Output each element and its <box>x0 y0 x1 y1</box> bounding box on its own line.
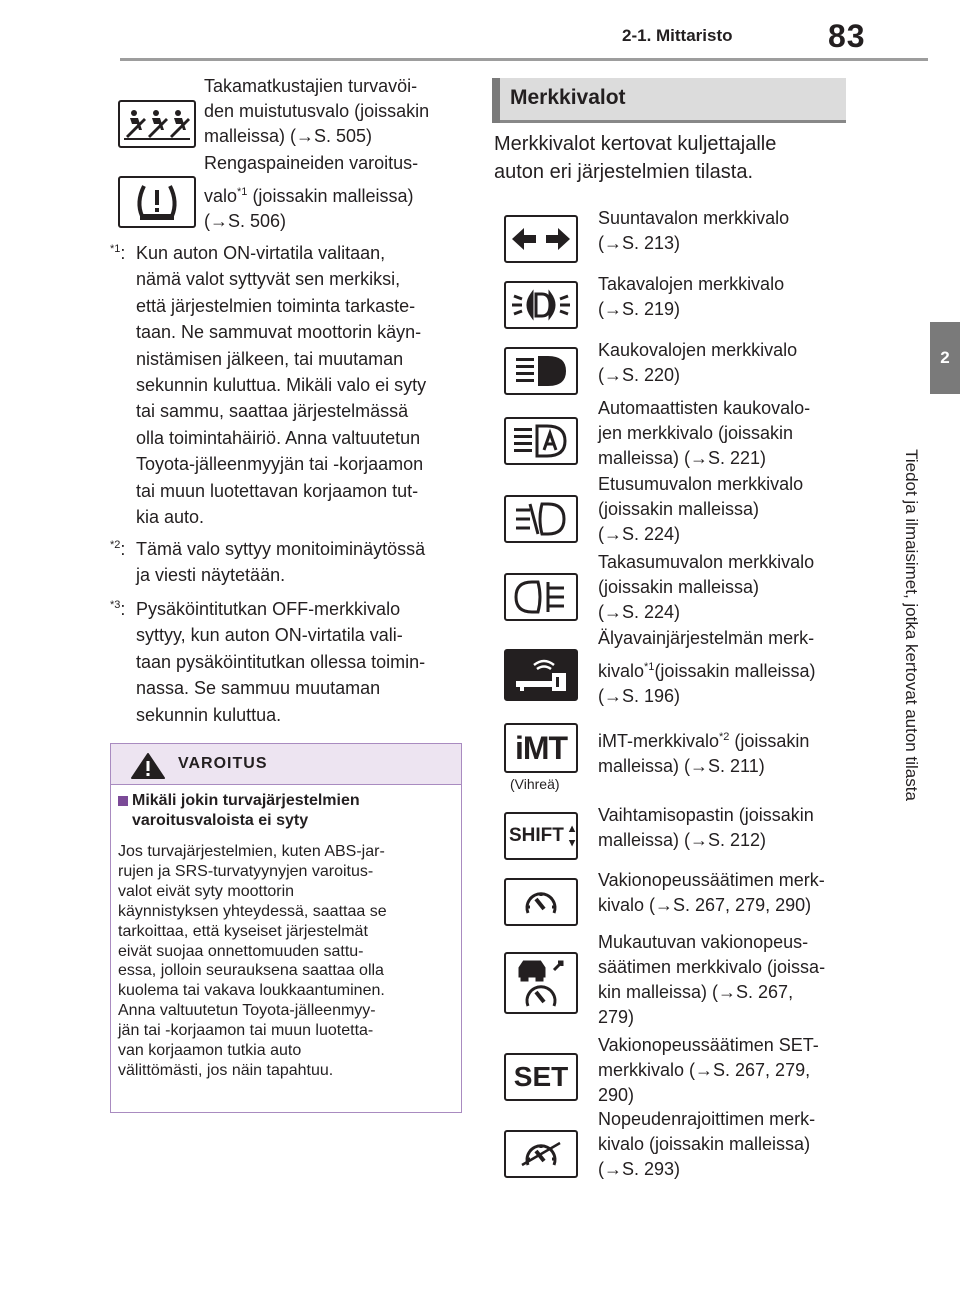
text-line: 279) <box>598 1007 635 1027</box>
footnote-lead: $^{*2}$: <box>110 539 126 559</box>
footnote-1 <box>110 240 470 530</box>
text-line: malleissa) (→S. 212) <box>598 830 767 850</box>
footnote-mark: *1 <box>644 661 655 673</box>
text-line: (→S. 224) <box>598 524 681 544</box>
text-line: syttyy, kun auton ON-virtatila vali- <box>136 625 403 646</box>
text-line: (joissakin malleissa) <box>598 577 760 597</box>
text-line: malleissa) (→S. 505) <box>204 126 373 146</box>
text-line: Anna valtuutetun Toyota-jälleenmyy- <box>118 1002 376 1020</box>
footnote-mark: *1 <box>110 243 121 255</box>
text-part: valo <box>204 186 238 206</box>
page-number: 83 <box>828 18 866 54</box>
warning-triangle-icon <box>130 752 166 785</box>
auto-high-beam-icon <box>504 417 578 465</box>
text-line: malleissa) (→S. 211) <box>598 756 765 776</box>
section-title: 2-1. Mittaristo <box>622 26 733 45</box>
seatbelt-reminder-icon <box>118 100 196 148</box>
text-line: Vaihtamisopastin (joissakin <box>598 805 814 825</box>
text-line: (→S. 293) <box>598 1159 681 1179</box>
text-line: Takamatkustajien turvavöi- <box>204 76 418 96</box>
text-line: Toyota-jälleenmyyjän tai -korjaamon <box>136 454 424 475</box>
footnote-body <box>110 536 470 589</box>
rear-fog-light-icon <box>504 573 578 621</box>
text-line: taan. Ne sammuvat moottorin käyn- <box>136 322 422 343</box>
text-line: van korjaamon tutkia auto <box>118 1042 302 1060</box>
text-line: (→S. 219) <box>598 299 681 319</box>
text-line: Jos turvajärjestelmien, kuten ABS-jar- <box>118 843 385 860</box>
text-line: kin malleissa) (→S. 267, <box>598 982 794 1002</box>
text-part: iMT-merkkivalo <box>598 731 720 751</box>
text-line: (→S. 213) <box>598 233 681 253</box>
section-header-bar <box>492 78 500 123</box>
text-line: Pysäköintitutkan OFF-merkkivalo <box>136 599 401 619</box>
high-beam-icon <box>504 347 578 395</box>
indicator-text <box>598 1033 819 1108</box>
text-line <box>598 729 809 754</box>
text-line: Merkkivalot kertovat kuljettajalle <box>494 133 777 155</box>
cruise-set-icon <box>504 1053 578 1101</box>
text-line: ja viesti näytetään. <box>136 565 286 586</box>
text-line: Kaukovalojen merkkivalo <box>598 340 798 360</box>
warning-body <box>118 842 456 1081</box>
text-line: Automaattisten kaukovalo- <box>598 398 811 418</box>
text-line: välittömästi, jos näin tapahtuu. <box>118 1061 334 1079</box>
footnote-mark: *3 <box>110 599 121 611</box>
footnote-body <box>110 596 470 728</box>
text-line: säätimen merkkivalo (joissa- <box>598 957 826 977</box>
text-line: tarkoittaa, että kyseiset järjestelmät <box>118 922 368 940</box>
section-intro <box>494 130 854 186</box>
footnote-lead: $^{*3}$: <box>110 599 126 619</box>
chapter-title: Tiedot ja ilmaisimet, jotka kertovat auton tilasta <box>902 449 921 801</box>
section-heading: Merkkivalot <box>510 86 626 109</box>
shift-indicator-icon <box>504 812 578 860</box>
text-line: käynnistyksen yhteydessä, saattaa se <box>118 902 387 920</box>
footnote-mark: *1 <box>237 186 248 198</box>
text-line: essa, jolloin seurauksena saattaa olla <box>118 962 384 980</box>
icon-label: SET <box>513 1061 569 1092</box>
indicator-text <box>598 472 803 547</box>
text-line: Takavalojen merkkivalo <box>598 274 785 294</box>
text-line: Etusumuvalon merkkivalo <box>598 474 804 494</box>
text-line: Mikäli jokin turvajärjestelmien <box>132 792 360 809</box>
text-line: Vakionopeussäätimen merk- <box>598 870 825 890</box>
text-line: kuolema tai vakava loukkaantuminen. <box>118 982 385 1000</box>
tire-pressure-icon <box>118 176 196 228</box>
chapter-tab: 2 <box>930 322 960 394</box>
footnote-lead: $^{*1}$: <box>110 243 126 263</box>
text-line <box>598 659 815 684</box>
tire-pressure-text <box>204 151 418 234</box>
text-line: jen merkkivalo (joissakin <box>598 423 794 443</box>
text-line: rujen ja SRS-turvatyynyjen varoitus- <box>118 862 374 880</box>
text-line: kivalo (→S. 267, 279, 290) <box>598 895 812 915</box>
indicator-text <box>598 206 789 256</box>
adaptive-cruise-icon <box>504 952 578 1014</box>
icon-label: SHIFT <box>509 825 564 846</box>
text-line: eivät suojaa onnettomuuden sattu- <box>118 942 364 960</box>
icon-caption: (Vihreä) <box>510 776 560 792</box>
text-line: (→S. 196) <box>598 686 681 706</box>
text-line: (→S. 224) <box>598 602 681 622</box>
icon-label: iMT <box>514 729 568 766</box>
footnote-mark: *2 <box>719 731 730 743</box>
text-line: tai sammu, saattaa järjestelmässä <box>136 401 409 422</box>
text-line: Vakionopeussäätimen SET- <box>598 1035 819 1055</box>
text-line: 290) <box>598 1085 635 1105</box>
text-line: nämä valot syttyvät sen merkiksi, <box>136 269 401 290</box>
imt-icon <box>504 723 578 773</box>
text-line: valot eivät syty moottorin <box>118 882 295 900</box>
text-line: Nopeudenrajoittimen merk- <box>598 1109 816 1129</box>
text-line: auton eri järjestelmien tilasta. <box>494 161 754 183</box>
text-part: (joissakin <box>729 731 810 751</box>
text-line: (→S. 506) <box>204 211 287 231</box>
text-line: malleissa) (→S. 221) <box>598 448 767 468</box>
text-line: sekunnin kuluttua. <box>136 704 282 725</box>
text-line: varoitusvaloista ei syty <box>132 812 309 829</box>
indicator-text <box>598 930 825 1030</box>
text-line: Kun auton ON-virtatila valitaan, <box>136 243 386 263</box>
warning-subtitle <box>132 791 452 831</box>
text-line: Tämä valo syttyy monitoiminäytössä <box>136 539 426 559</box>
text-part: kivalo <box>598 661 645 681</box>
speed-limiter-icon <box>504 1130 578 1178</box>
seatbelt-reminder-text <box>204 74 429 149</box>
tail-light-icon <box>504 281 578 329</box>
indicator-text <box>598 338 797 388</box>
text-line: nistämisen jälkeen, tai muutaman <box>136 348 404 369</box>
header-rule <box>120 58 928 61</box>
text-line: den muistutusvalo (joissakin <box>204 101 430 121</box>
text-line: nassa. Se sammuu muutaman <box>136 678 381 699</box>
text-line: sekunnin kuluttua. Mikäli valo ei syty <box>136 375 427 396</box>
text-line: kia auto. <box>136 507 205 528</box>
text-line: merkkivalo (→S. 267, 279, <box>598 1060 811 1080</box>
text-line: että järjestelmien toiminta tarkaste- <box>136 295 416 316</box>
text-line: Älyavainjärjestelmän merk- <box>598 628 815 648</box>
text-line: Mukautuvan vakionopeus- <box>598 932 809 952</box>
footnote-2 <box>110 536 470 589</box>
indicator-text <box>598 396 810 471</box>
indicator-text <box>598 272 784 322</box>
footnote-mark: *2 <box>110 539 121 551</box>
text-line: Rengaspaineiden varoitus- <box>204 153 419 173</box>
indicator-text <box>598 729 809 779</box>
indicator-text <box>598 550 814 625</box>
warning-title: VAROITUS <box>178 755 268 772</box>
footnote-3 <box>110 596 470 728</box>
indicator-text <box>598 803 814 853</box>
text-part: (joissakin malleissa) <box>247 186 414 206</box>
front-fog-light-icon <box>504 495 578 543</box>
indicator-text <box>598 1107 815 1182</box>
indicator-text <box>598 626 815 709</box>
text-line: taan pysäköintitutkan ollessa toimin- <box>136 651 426 672</box>
footnote-body <box>110 240 470 530</box>
text-line: Takasumuvalon merkkivalo <box>598 552 815 572</box>
text-line: (joissakin malleissa) <box>598 499 760 519</box>
smart-key-icon <box>504 649 578 701</box>
text-line <box>204 184 418 209</box>
text-part: (joissakin malleissa) <box>654 661 816 681</box>
bullet-square-icon <box>118 796 128 806</box>
indicator-text <box>598 868 825 918</box>
cruise-control-icon <box>504 878 578 926</box>
text-line: Suuntavalon merkkivalo <box>598 208 790 228</box>
text-line: kivalo (joissakin malleissa) <box>598 1134 811 1154</box>
chapter-tab-label <box>896 405 926 845</box>
text-line: tai muun luotettavan korjaamon tut- <box>136 480 419 501</box>
text-line: jän tai -korjaamon tai muun luotetta- <box>118 1022 374 1040</box>
turn-signal-icon <box>504 215 578 263</box>
text-line: olla toimintahäiriö. Anna valtuutetun <box>136 427 421 448</box>
text-line: (→S. 220) <box>598 365 681 385</box>
